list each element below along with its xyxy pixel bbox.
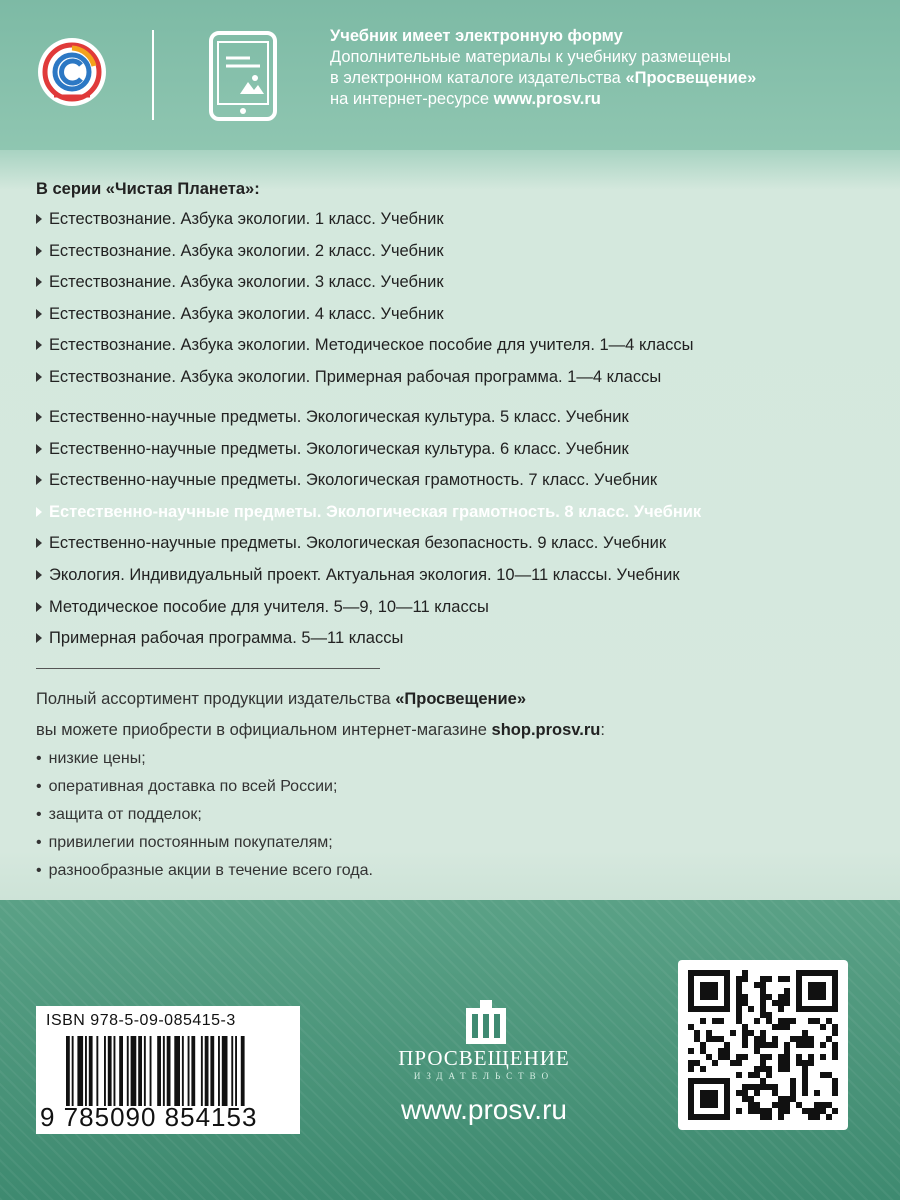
shop-line-1: Полный ассортимент продукции издательства «Просвещение» [36,690,527,708]
main-content [0,150,900,900]
list-item: Естествознание. Азбука экологии. Примерная рабочая программа. 1—4 классы [36,362,886,394]
barcode-number: 9 785090 854153 [40,1102,258,1132]
qr-code-icon [678,960,848,1130]
list-item: Естествознание. Азбука экологии. 1 класс. Учебник [36,204,886,236]
series-list-secondary [36,402,886,655]
list-item: Экология. Индивидуальный проект. Актуальная экология. 10—11 классы. Учебник [36,560,886,592]
header-band [0,0,900,150]
section-divider [36,668,380,669]
series-list-primary [36,204,886,394]
publisher-subtitle: ИЗДАТЕЛЬСТВО [413,1071,555,1081]
shop-notice [36,684,876,746]
list-item: Естествознание. Азбука экологии. Методическое пособие для учителя. 1—4 классы [36,330,886,362]
footer-band [0,900,900,1200]
isbn-barcode [36,1006,300,1134]
barcode-icon [66,1036,288,1106]
shop-benefits-list [36,745,373,885]
list-item: • защита от подделок; [36,801,373,829]
list-item: Естественно-научные предметы. Экологическая культура. 5 класс. Учебник [36,402,886,434]
list-item: Естествознание. Азбука экологии. 4 класс. Учебник [36,299,886,331]
list-item: • оперативная доставка по всей России; [36,773,373,801]
series-title: В серии «Чистая Планета»: [36,180,260,198]
prosv-globe-icon [36,36,108,108]
list-item: • низкие цены; [36,745,373,773]
list-item: Естественно-научные предметы. Экологическая грамотность. 7 класс. Учебник [36,465,886,497]
list-item: Естественно-научные предметы. Экологическая культура. 6 класс. Учебник [36,434,886,466]
eform-line-2: в электронном каталоге издательства «Просвещение» [330,69,757,87]
header-divider [152,30,154,120]
list-item: Естественно-научные предметы. Экологическая безопасность. 9 класс. Учебник [36,528,886,560]
list-item: Естествознание. Азбука экологии. 3 класс. Учебник [36,267,886,299]
tablet-icon [208,30,278,122]
list-item: Естествознание. Азбука экологии. 2 класс. Учебник [36,236,886,268]
eform-line-3: на интернет-ресурсе www.prosv.ru [330,90,601,108]
publisher-url: www.prosv.ru [401,1094,567,1125]
list-item-current-book: Естественно-научные предметы. Экологическая грамотность. 8 класс. Учебник [36,497,886,529]
list-item: • разнообразные акции в течение всего года. [36,857,373,885]
isbn-number: ISBN 978-5-09-085415-3 [46,1012,236,1029]
list-item: • привилегии постоянным покупателям; [36,829,373,857]
publisher-name: ПРОСВЕЩЕНИЕ [398,1046,570,1070]
eform-notice [330,26,890,110]
list-item: Примерная рабочая программа. 5—11 классы [36,623,886,655]
shop-line-2: вы можете приобрести в официальном интернет-магазине shop.prosv.ru: [36,721,605,739]
eform-line-1: Дополнительные материалы к учебнику размещены [330,48,731,66]
prosv-logo-icon [464,1000,508,1046]
eform-url: www.prosv.ru [493,90,601,108]
list-item: Методическое пособие для учителя. 5—9, 10—11 классы [36,592,886,624]
shop-url: shop.prosv.ru [491,721,601,739]
eform-title: Учебник имеет электронную форму [330,27,623,45]
